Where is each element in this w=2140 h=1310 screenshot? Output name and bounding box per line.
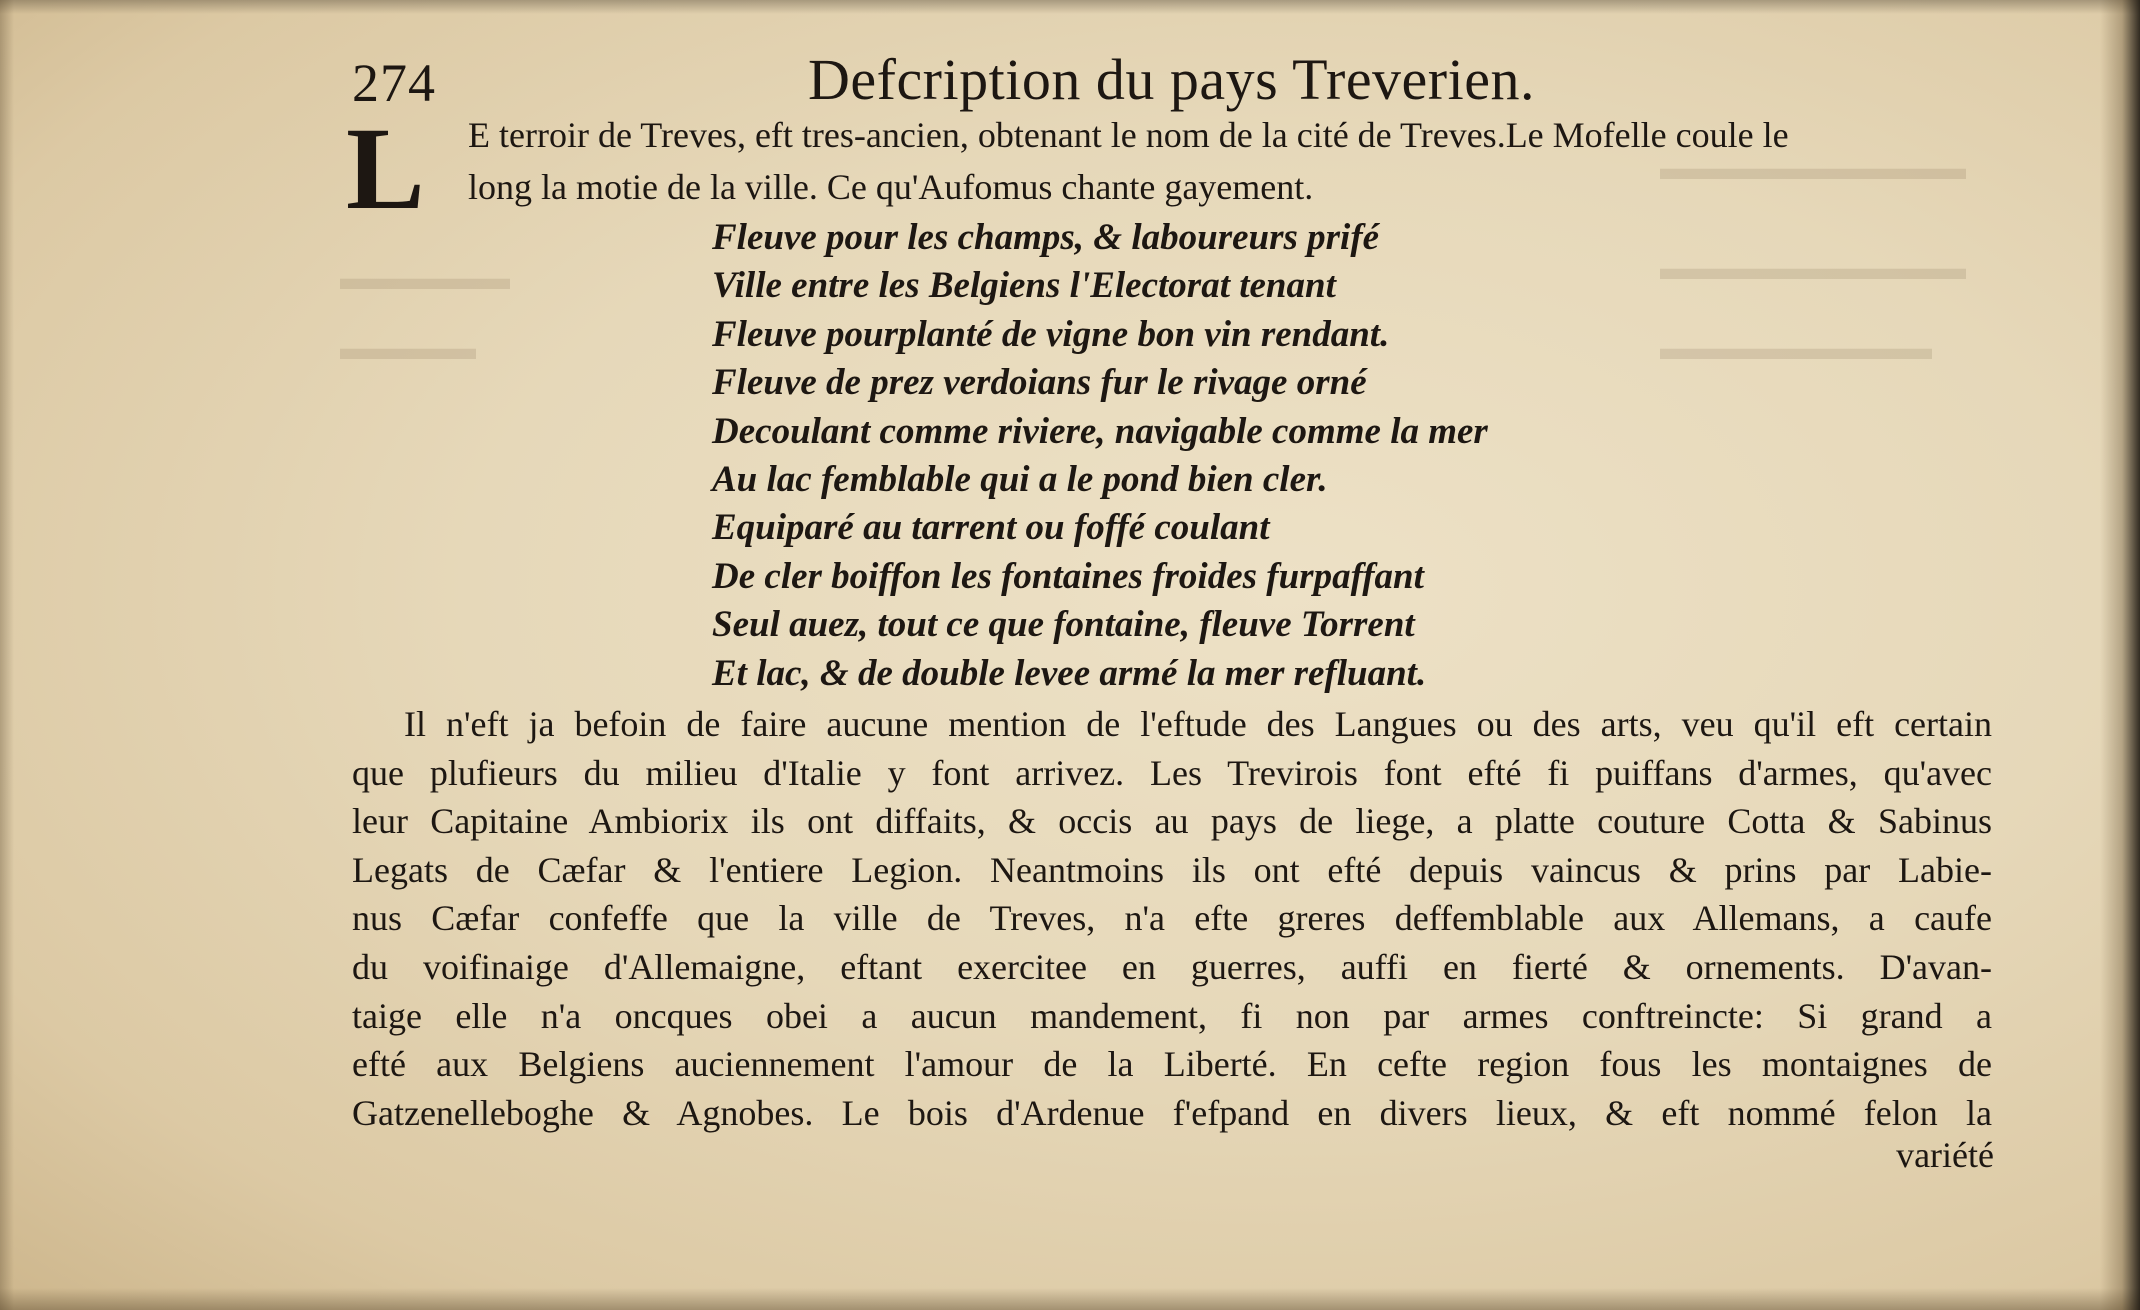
verse-line: Fleuve pourplanté de vigne bon vin rendant. [712, 313, 1390, 355]
body-line: Legats de Cæfar & l'entiere Legion. Neantmoins ils ont efté depuis vaincus & prins par Labie- [352, 849, 1992, 890]
verse-line: Equiparé au tarrent ou foffé coulant [712, 507, 1270, 549]
verse-line: Et lac, & de double levee armé la mer refluant. [712, 652, 1427, 694]
bleed-through-texture: ▬▬▬▬▬▬▬▬▬ [1660, 150, 1966, 187]
body-line: Gatzenelleboghe & Agnobes. Le bois d'Ardenue f'efpand en divers lieux, & eft nommé felon la [352, 1092, 1992, 1133]
verse-line: Ville entre les Belgiens l'Electorat tenant [712, 265, 1336, 307]
intro-line: E terroir de Treves, eft tres-ancien, obtenant le nom de la cité de Treves.Le Mofelle coule le [468, 115, 1789, 155]
bleed-through-texture: ▬▬▬▬▬▬▬▬▬ [1660, 250, 1966, 287]
intro-line: long la motie de la ville. Ce qu'Aufomus chante gayement. [468, 167, 1314, 207]
body-paragraph [352, 700, 1992, 1137]
verse-line: Au lac femblable qui a le pond bien cler. [712, 458, 1328, 500]
verse-block [712, 214, 1612, 698]
running-head: Defcription du pays Treverien. [808, 47, 1535, 112]
verse-line: De cler boiffon les fontaines froides furpaffant [712, 555, 1424, 597]
verse-line: Fleuve pour les champs, & laboureurs prifé [712, 217, 1380, 258]
verse-line: Seul auez, tout ce que fontaine, fleuve Torrent [712, 604, 1415, 646]
body-line: nus Cæfar confeffe que la ville de Treves, n'a efte greres deffemblable aux Allemans, a caufe [352, 898, 1992, 939]
bleed-through-texture: ▬▬▬▬ [340, 330, 476, 367]
catchword: variété [1896, 1135, 1994, 1175]
page-edge-right [2100, 0, 2140, 1310]
body-line: Il n'eft ja befoin de faire aucune mention de l'eftude des Langues ou des arts, veu qu'il eft certain [404, 704, 1992, 744]
page-edge-left [0, 0, 14, 1310]
bleed-through-texture: ▬▬▬▬▬ [340, 260, 510, 297]
page-edge-bottom [0, 1288, 2140, 1310]
body-line: du voifinaige d'Allemaigne, eftant exercitee en guerres, auffi en fierté & ornements. D'avan- [352, 946, 1992, 987]
body-line: taige elle n'a oncques obei a aucun mandement, fi non par armes conftreincte: Si grand a [352, 995, 1992, 1036]
page-number: 274 [352, 53, 436, 113]
page-edge-top [0, 0, 2140, 14]
verse-line: Fleuve de prez verdoians fur le rivage orné [712, 362, 1367, 404]
body-line: efté aux Belgiens auciennement l'amour de la Liberté. En cefte region fous les montaignes de [352, 1044, 1992, 1085]
drop-cap: L [346, 103, 425, 234]
bleed-through-texture: ▬▬▬▬▬▬▬▬ [1660, 330, 1932, 367]
body-line: que plufieurs du milieu d'Italie y font arrivez. Les Trevirois font efté fi puiffans d'armes, qu'avec [352, 752, 1992, 793]
verse-line: Decoulant comme riviere, navigable comme la mer [712, 410, 1488, 452]
body-line: leur Capitaine Ambiorix ils ont diffaits, & occis au pays de liege, a platte couture Cotta & Sabinus [352, 801, 1992, 842]
